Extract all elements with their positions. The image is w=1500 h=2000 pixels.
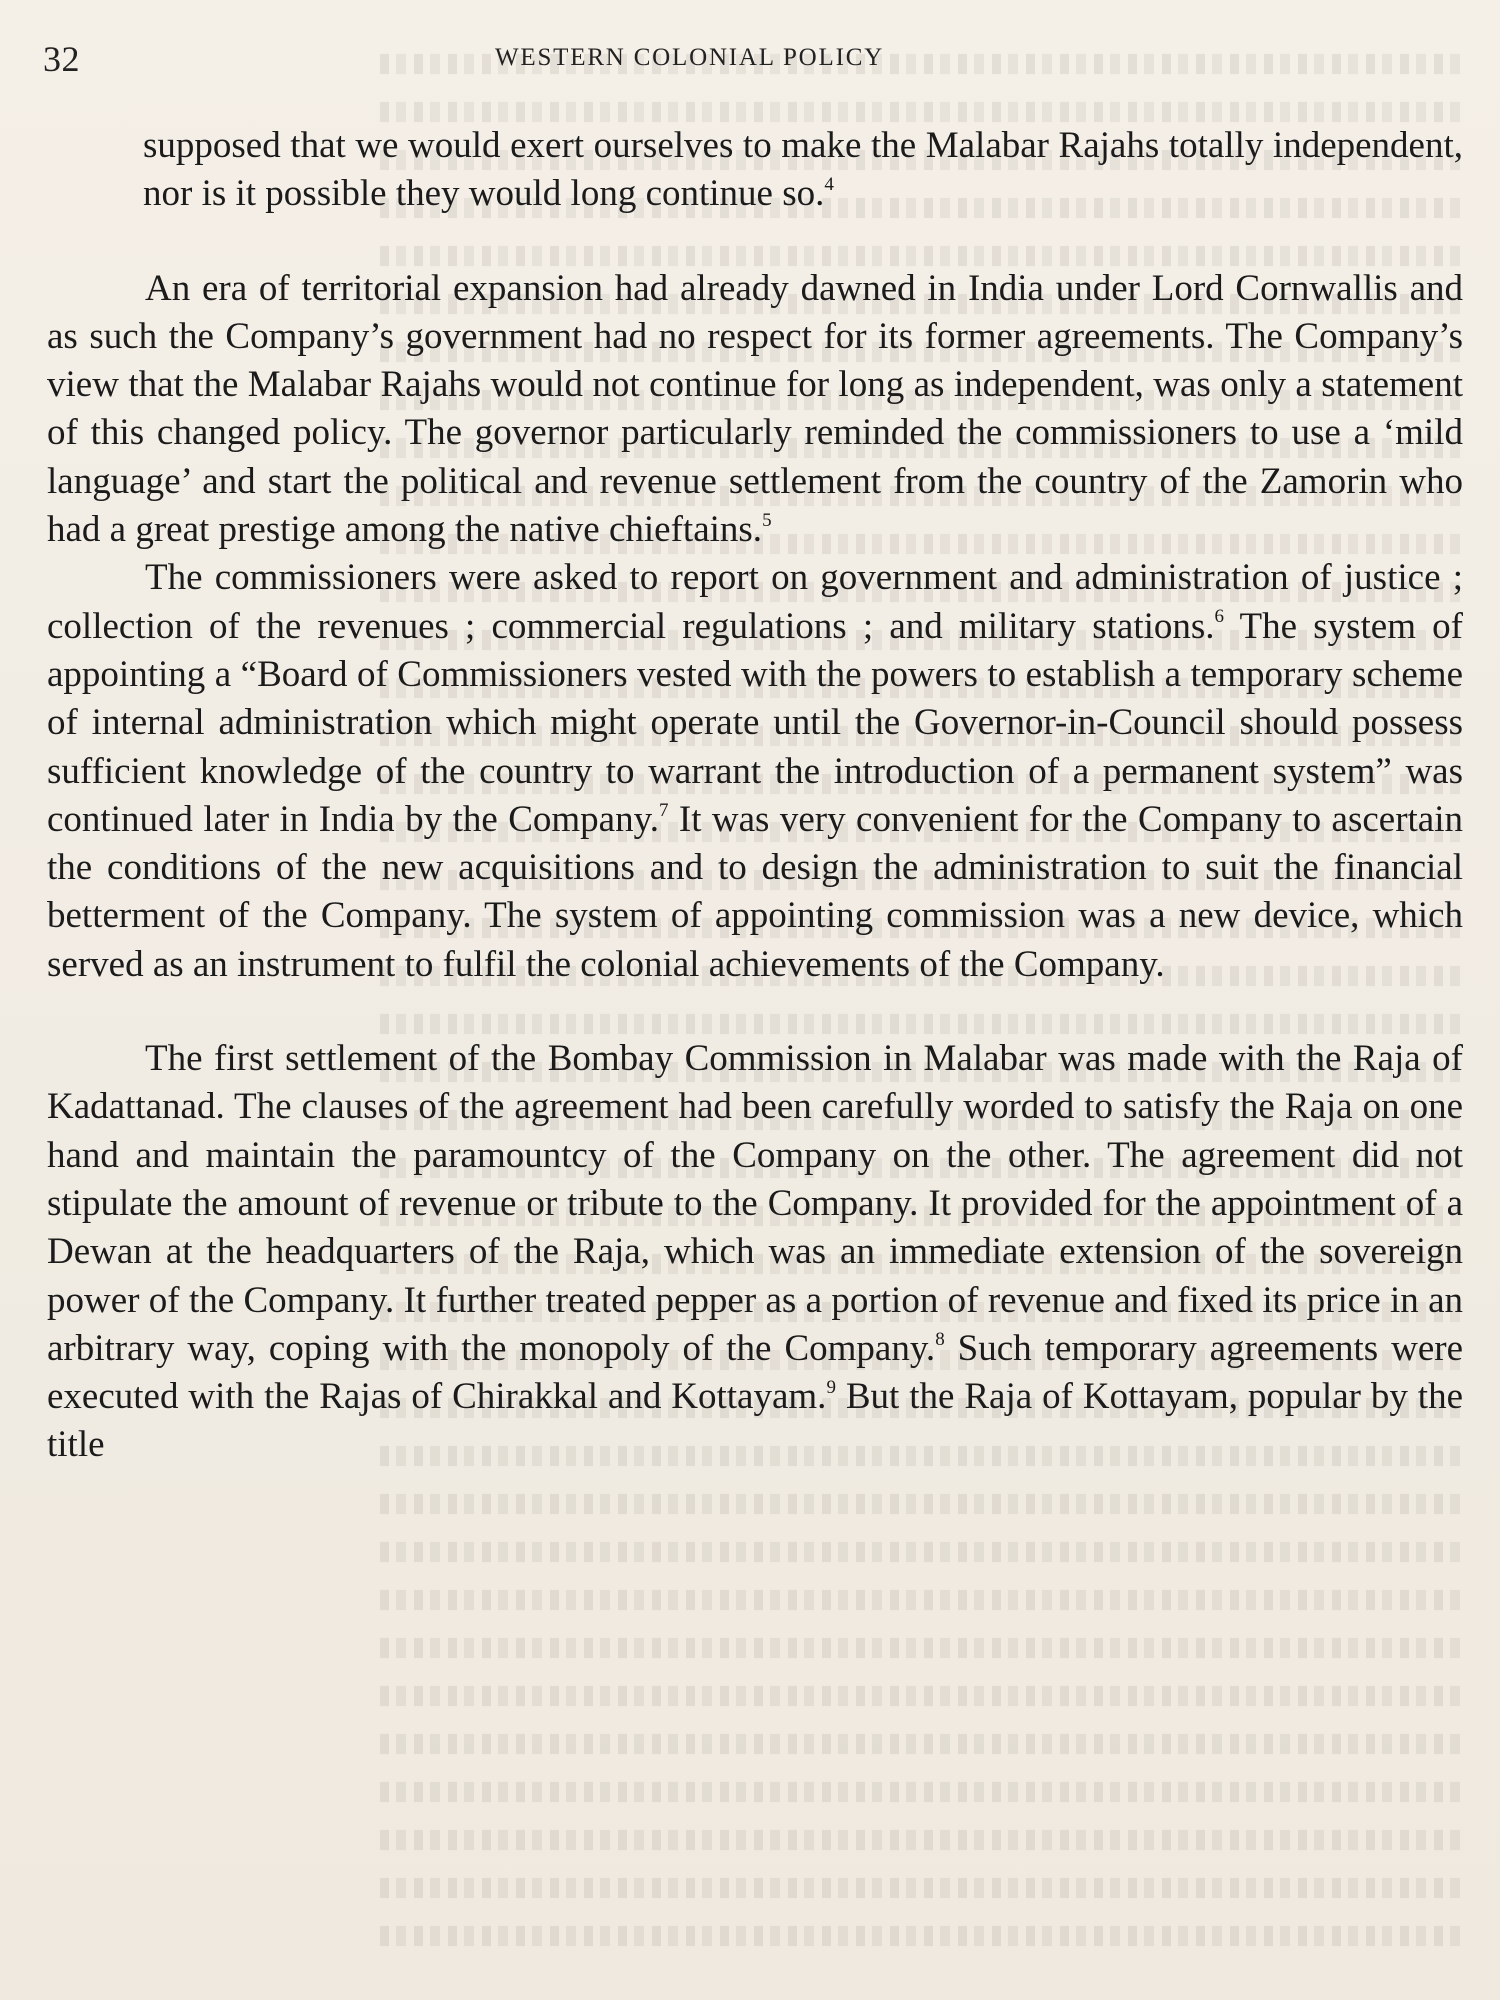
- footnote-ref: 4: [824, 173, 834, 195]
- paragraph-text: It was very convenient for the Company to ascertain the conditions of the new acquisitions and to design the administration to suit the financial betterment of the Company. The system of appointing commission was a new device, which served as an instrument to fulfil the colonial achievements of the Company.: [47, 798, 1464, 985]
- paragraph-text: Such temporary agreements were executed with the Rajas of Chirakkal and Kottayam.: [47, 1327, 1464, 1418]
- paragraph-text: The first settlement of the Bombay Commission in Malabar was made with the Raja of Kadattanad. The clauses of the agreement had been carefully worded to satisfy the Raja on one hand and maintain the paramountcy of the Company on the other. The agreement did not stipulate the amount of revenue or tribute to the Company. It provided for the appointment of a Dewan at the headquarters of the Raja, which was an immediate extension of the sovereign power of the Company. It further treated pepper as a portion of revenue and fixed its price in an arbitrary way, coping with the monopoly of the Company.: [47, 1038, 1463, 1369]
- footnote-ref: 6: [1214, 606, 1225, 628]
- page-header: [43, 38, 1463, 88]
- paragraph-text: The system of appointing a “Board of Commissioners vested with the powers to establish a temporary scheme of internal administration which might operate until the Governor-in-Council should possess sufficient knowledge of the country to warrant the introduction of a permanent system” was continued later in India by the Company.: [47, 605, 1463, 840]
- page-number: 32: [43, 39, 80, 79]
- paragraph-text: But the Raja of Kottayam, popular by the title: [47, 1376, 1463, 1466]
- running-head: WESTERN COLONIAL POLICY: [495, 44, 885, 71]
- paragraph-text: An era of territorial expansion had already dawned in India under Lord Cornwallis and as such the Company’s government had no respect for its former agreements. The Company’s view that the Malabar Rajahs would not continue for long as independent, was only a statement of this changed policy. The governor particularly reminded the commissioners to use a ‘mild language’ and start the political and revenue settlement from the country of the Zamorin who had a great prestige among the native chieftains.: [47, 267, 1463, 551]
- paragraph-first-settlement: [47, 1035, 1463, 1470]
- footnote-ref: 7: [658, 799, 669, 821]
- footnote-ref: 5: [762, 509, 772, 531]
- paragraph-territorial-expansion: [47, 265, 1463, 555]
- quote-text: supposed that we would exert ourselves to make the Malabar Rajahs totally independent, nor is it possible they would long continue so.: [143, 125, 1463, 215]
- block-quote: [143, 122, 1463, 219]
- body-text: [47, 122, 1463, 1470]
- paragraph-commissioners: [47, 554, 1463, 989]
- paragraph-text: The commissioners were asked to report on government and administration of justice ; collection of the revenues ; commercial regulations ; and military stations.: [47, 557, 1463, 647]
- footnote-ref: 8: [935, 1328, 945, 1350]
- footnote-ref: 9: [826, 1376, 836, 1398]
